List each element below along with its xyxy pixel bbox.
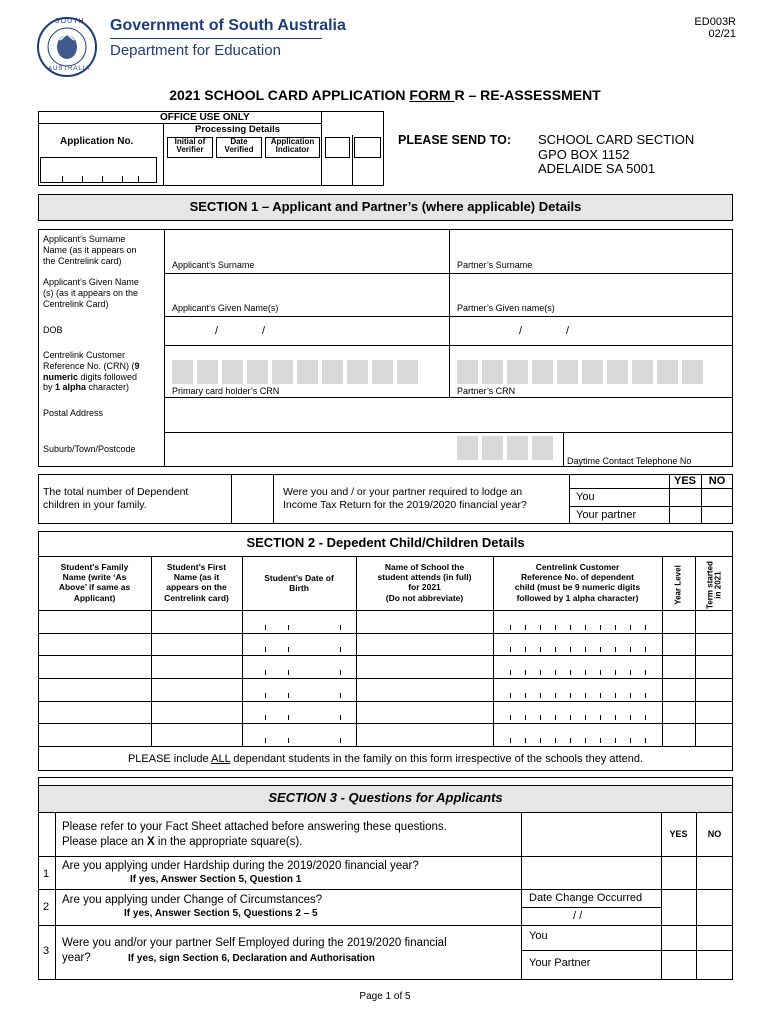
q3-text-line1: Were you and/or your partner Self Employed during the 2019/2020 financial (62, 937, 447, 949)
app-no-ticks (62, 176, 142, 182)
col-line: Applicant) (73, 592, 116, 603)
partner-yes-checkbox[interactable] (670, 507, 700, 523)
you-label: You (576, 491, 595, 503)
col-line: Name (write ‘As (62, 572, 127, 583)
you-no-checkbox[interactable] (702, 489, 732, 505)
col-line: Name (as it (173, 572, 220, 583)
note-part: dependant students in the family on this form irrespective of the schools they attend. (230, 753, 644, 765)
col-term-started (696, 560, 733, 610)
q3-text-line2: year? (62, 952, 91, 964)
s1-row1 (164, 273, 733, 274)
title-part-underlined: FORM (409, 87, 455, 103)
send-line-1: SCHOOL CARD SECTION (538, 132, 695, 147)
yes-header: YES (673, 475, 696, 487)
dob-slash: / (262, 325, 266, 337)
col-line: Student’s Date of (264, 573, 334, 583)
crn-separator (525, 670, 526, 675)
crn-separator (645, 693, 646, 698)
student-row[interactable] (38, 633, 733, 656)
dob-separator (265, 715, 266, 720)
tax-q-line: Income Tax Return for the 2019/2020 financial year? (283, 498, 527, 511)
seal-top-text: SOUTH (55, 18, 85, 25)
crn-q-line: Reference No. (CRN) ( (43, 360, 135, 371)
crn-separator (645, 647, 646, 652)
dep-divider-2 (273, 474, 274, 524)
application-no-label: Application No. (60, 136, 134, 147)
crn-separator (600, 625, 601, 630)
s1-row2 (164, 316, 733, 317)
tax-q-line: Were you and / or your partner required to lodge an (283, 486, 523, 498)
intro-x: X (147, 836, 155, 848)
q2-no-checkbox[interactable] (697, 890, 732, 924)
surname-q-line: the Centrelink card) (43, 255, 122, 266)
crn-question (43, 350, 140, 393)
crn-separator (570, 738, 571, 743)
q2-yes-checkbox[interactable] (662, 890, 695, 924)
crn-separator (615, 693, 616, 698)
term-started-text: Term started in 2021 (705, 561, 723, 609)
applicant-surname-field[interactable]: Applicant’s Surname (172, 260, 255, 270)
student-row[interactable] (38, 655, 733, 678)
crn-separator (585, 670, 586, 675)
crn-separator (570, 670, 571, 675)
s1-row5 (164, 432, 733, 433)
crn-separator (585, 693, 586, 698)
crn-separator (570, 693, 571, 698)
crn-separator (555, 647, 556, 652)
note-part: PLEASE include (127, 753, 212, 765)
col-line: Above’ if same as (58, 582, 131, 593)
col-line: Reference No. of dependent (521, 572, 634, 583)
s1-partner-divider (449, 229, 450, 397)
col-line: Centrelink card) (164, 592, 229, 603)
dep-divider-3 (569, 474, 570, 524)
dep-q-line: children in your family. (43, 498, 147, 511)
office-divider-v2 (321, 111, 322, 186)
section1-title: SECTION 1 – Applicant and Partner’s (where applicable) Details (189, 199, 582, 214)
partner-crn-cells[interactable] (457, 360, 727, 384)
dob-separator (288, 738, 289, 743)
crn-separator (540, 693, 541, 698)
q1-number: 1 (43, 868, 50, 880)
crn-separator (645, 670, 646, 675)
crn-separator (525, 693, 526, 698)
s3-row3 (38, 925, 733, 926)
q3-you-yes-checkbox[interactable] (662, 926, 695, 949)
crn-separator (630, 738, 631, 743)
send-line-2: GPO BOX 1152 (538, 147, 630, 162)
surname-question (43, 234, 137, 266)
q3-you-label: You (529, 930, 548, 942)
crn-separator (585, 625, 586, 630)
col-line: student attends (in full) (377, 572, 472, 583)
crn-separator (630, 625, 631, 630)
crn-separator (585, 715, 586, 720)
crn-separator (555, 670, 556, 675)
dob-separator (265, 625, 266, 630)
header-rule (110, 38, 322, 39)
primary-crn-label: Primary card holder’s CRN (172, 386, 280, 396)
crn-separator (615, 625, 616, 630)
dependents-question (43, 486, 188, 511)
s1-row4 (164, 397, 733, 398)
dob-separator (288, 693, 289, 698)
q1-yes-checkbox[interactable] (662, 857, 695, 888)
crn-separator (525, 715, 526, 720)
crn-separator (510, 738, 511, 743)
crn-separator (570, 625, 571, 630)
dob-separator (288, 647, 289, 652)
section2-title: SECTION 2 - Depedent Child/Children Details (246, 535, 525, 550)
partner-dob-slash: / (519, 325, 523, 337)
partner-crn-label: Partner’s CRN (457, 386, 516, 396)
dob-separator (340, 647, 341, 652)
student-row[interactable] (38, 678, 733, 701)
note-underlined: ALL (211, 753, 231, 765)
tax-return-question (283, 486, 527, 511)
gov-title: Government of South Australia (110, 17, 346, 34)
dept-name: Department for Education (110, 42, 281, 59)
office-blank-cell-1[interactable] (325, 137, 350, 158)
section3-intro-2 (62, 836, 302, 849)
col-line: Student’s First (166, 562, 227, 572)
your-partner-label: Your partner (576, 509, 637, 521)
given-q-line: Applicant’s Given Name (43, 277, 139, 287)
col-line: followed by 1 alpha character) (516, 592, 639, 603)
partner-surname-field[interactable]: Partner’s Surname (457, 260, 533, 270)
student-row[interactable] (38, 723, 733, 746)
s1-row3 (164, 345, 733, 346)
please-send-to: PLEASE SEND TO: (398, 133, 511, 147)
sa-government-seal (36, 16, 98, 78)
office-divider-v3 (352, 135, 353, 186)
s3-answer-divider (521, 813, 522, 980)
given-name-question (43, 277, 139, 309)
applicant-given-field[interactable]: Applicant’s Given Name(s) (172, 303, 279, 313)
col-dob (242, 573, 356, 593)
s2-note-divider (38, 746, 733, 747)
col-line: Centrelink Customer (535, 562, 620, 572)
seal-bottom-text: AUSTRALIA (48, 66, 91, 72)
send-line-3: ADELAIDE SA 5001 (538, 161, 656, 176)
daytime-phone-label: Daytime Contact Telephone No (567, 456, 692, 466)
crn-separator (630, 647, 631, 652)
given-q-line: Centrelink Card) (43, 298, 109, 309)
application-indicator: Application Indicator (270, 137, 315, 155)
q1-text: Are you applying under Hardship during the 2019/2020 financial year? (62, 860, 419, 872)
crn-separator (600, 738, 601, 743)
crn-separator (630, 670, 631, 675)
s3-no-header: NO (707, 829, 722, 839)
postcode-cells[interactable] (457, 436, 557, 460)
dob-separator (340, 670, 341, 675)
crn-separator (615, 738, 616, 743)
crn-separator (540, 647, 541, 652)
crn-separator (630, 715, 631, 720)
q3-partner-label: Your Partner (529, 957, 591, 969)
student-row[interactable] (38, 701, 733, 724)
crn-separator (510, 715, 511, 720)
crn-q-line: Centrelink Customer (43, 350, 126, 360)
date-change-label: Date Change Occurred (529, 892, 643, 904)
q3-partner-no-checkbox[interactable] (697, 951, 732, 979)
date-verified: Date Verified (224, 137, 254, 155)
crn-separator (510, 647, 511, 652)
crn-separator (510, 625, 511, 630)
q1-no-checkbox[interactable] (697, 857, 732, 888)
dob-separator (265, 647, 266, 652)
dob-separator (265, 738, 266, 743)
office-use-heading: OFFICE USE ONLY (160, 112, 250, 123)
date-change-field[interactable]: / / (573, 910, 583, 922)
student-rows (38, 610, 733, 746)
dob-separator (340, 715, 341, 720)
dob-separator (265, 670, 266, 675)
form-title (0, 87, 770, 103)
title-part-2: R – RE-ASSESSMENT (454, 87, 601, 103)
crn-q-line: digits followed (78, 371, 138, 382)
col-line: Name of School the (384, 562, 465, 572)
col-line: (Do not abbreviate) (385, 592, 464, 603)
crn-separator (570, 647, 571, 652)
crn-separator (615, 715, 616, 720)
suburb-label: Suburb/Town/Postcode (43, 444, 136, 454)
crn-separator (585, 738, 586, 743)
crn-separator (645, 715, 646, 720)
col-line: for 2021 (408, 582, 441, 593)
q3-you-no-checkbox[interactable] (697, 926, 732, 949)
col-first-name (151, 562, 242, 603)
office-blank-cell-2[interactable] (354, 137, 381, 158)
crn-separator (540, 738, 541, 743)
dob-separator (340, 738, 341, 743)
crn-separator (510, 670, 511, 675)
dependents-count-field[interactable] (232, 475, 272, 523)
q3-partner-yes-checkbox[interactable] (662, 951, 695, 979)
col-family-name (38, 562, 151, 603)
s1-phone-divider (563, 432, 564, 467)
crn-q-line: by (43, 382, 56, 393)
crn-separator (510, 693, 511, 698)
intro-part: in the appropriate square(s). (154, 836, 303, 848)
primary-crn-cells[interactable] (172, 360, 442, 384)
section3-intro-1: Please refer to your Fact Sheet attached before answering these questions. (62, 821, 447, 833)
crn-separator (570, 715, 571, 720)
col-line: Student’s Family (60, 562, 129, 572)
title-part-1: 2021 SCHOOL CARD APPLICATION (169, 87, 410, 103)
crn-separator (555, 738, 556, 743)
intro-part: Please place an (62, 836, 148, 848)
office-divider-v1 (163, 123, 164, 186)
partner-no-checkbox[interactable] (702, 507, 732, 523)
q1-subtext: If yes, Answer Section 5, Question 1 (130, 874, 302, 885)
no-header: NO (708, 475, 726, 487)
s3-row3b (521, 907, 661, 908)
dob-separator (288, 670, 289, 675)
students-note (38, 753, 733, 766)
crn-separator (630, 693, 631, 698)
dob-separator (340, 625, 341, 630)
q2-subtext: If yes, Answer Section 5, Questions 2 – 5 (124, 908, 318, 919)
col-line: appears on the (166, 582, 227, 593)
dob-separator (288, 625, 289, 630)
col-year-level (663, 560, 695, 610)
dep-q-line: The total number of Dependent (43, 486, 189, 498)
dob-separator (340, 693, 341, 698)
form-date: 02/21 (708, 28, 736, 40)
q3-subtext: If yes, sign Section 6, Declaration and Authorisation (128, 953, 375, 964)
crn-separator (645, 738, 646, 743)
given-q-line: (s) (as it appears on the (43, 287, 139, 298)
crn-separator (615, 647, 616, 652)
q2-text: Are you applying under Change of Circumstances? (62, 894, 323, 906)
dob-slash: / (215, 325, 219, 337)
crn-q-line: character) (86, 382, 130, 393)
crn-separator (645, 625, 646, 630)
crn-separator (555, 715, 556, 720)
crn-separator (615, 670, 616, 675)
page-number: Page 1 of 5 (359, 991, 411, 1002)
form-code: ED003R (694, 16, 736, 28)
surname-q-line: Applicant’s Surname (43, 234, 126, 244)
q2-number: 2 (43, 901, 50, 913)
crn-q-bold: 9 (134, 360, 140, 371)
crn-separator (540, 625, 541, 630)
crn-separator (555, 625, 556, 630)
section3-title: SECTION 3 - Questions for Applicants (268, 790, 503, 805)
you-yes-checkbox[interactable] (670, 489, 700, 505)
crn-separator (555, 693, 556, 698)
partner-given-field[interactable]: Partner’s Given name(s) (457, 303, 555, 313)
s3-row1 (38, 856, 733, 857)
crn-separator (600, 647, 601, 652)
s2-title-divider (38, 556, 733, 557)
postal-address-label: Postal Address (43, 408, 104, 418)
year-level-text: Year Level (673, 565, 683, 605)
crn-separator (525, 738, 526, 743)
initial-of-verifier: Initial of Verifier (174, 137, 206, 155)
partner-dob-slash: / (566, 325, 570, 337)
dob-separator (288, 715, 289, 720)
dob-label: DOB (43, 325, 63, 335)
dob-separator (265, 693, 266, 698)
s3-row2 (38, 889, 733, 890)
crn-separator (600, 715, 601, 720)
crn-separator (540, 670, 541, 675)
col-line: child (must be 9 numeric digits (514, 582, 641, 593)
crn-separator (600, 670, 601, 675)
processing-details: Processing Details (195, 124, 281, 135)
col-child-crn (493, 562, 662, 603)
crn-separator (540, 715, 541, 720)
student-row[interactable] (38, 610, 733, 633)
col-line: Birth (289, 583, 309, 594)
crn-separator (585, 647, 586, 652)
surname-q-line: Name (as it appears on (43, 244, 137, 255)
crn-q-bold: numeric (43, 371, 79, 382)
crn-separator (600, 693, 601, 698)
q3-number: 3 (43, 945, 50, 957)
crn-q-bold: 1 alpha (55, 382, 87, 393)
s3-yes-header: YES (669, 829, 688, 839)
crn-separator (525, 625, 526, 630)
col-school (356, 562, 493, 603)
crn-separator (525, 647, 526, 652)
s3-num-divider (55, 813, 56, 980)
